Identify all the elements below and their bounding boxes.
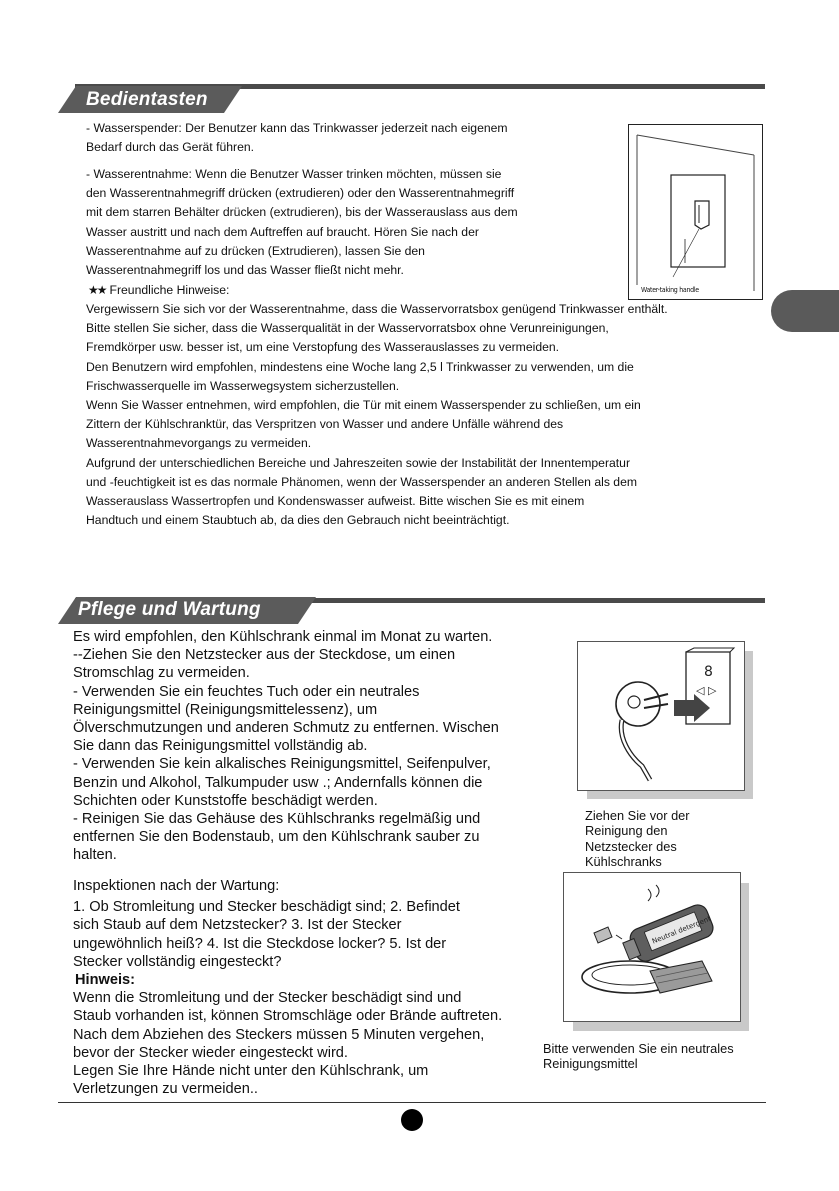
- water-dispenser-figure: [628, 124, 763, 300]
- text-line: Aufgrund der unterschiedlichen Bereiche und Jahreszeiten sowie der Instabilität der Innentemperatur: [86, 455, 631, 470]
- text-line: Wasserentnahmevorgangs zu vermeiden.: [86, 436, 312, 451]
- text-line: Staub vorhanden ist, können Stromschläge oder Brände auftreten.: [73, 1008, 503, 1025]
- text-line: Bitte stellen Sie sicher, dass die Wasserqualität in der Wasservorratsbox ohne Verunreinigungen,: [86, 321, 609, 336]
- unplug-figure: [577, 641, 745, 791]
- text-line: entfernen Sie den Bodenstaub, um den Kühlschrank sauber zu: [73, 829, 480, 846]
- text-line: Stecker vollständig eingesteckt?: [73, 953, 282, 970]
- svg-text:◁ ▷: ◁ ▷: [696, 684, 717, 697]
- caption-line: Kühlschranks: [585, 853, 662, 869]
- caption-line: Reinigungsmittel: [543, 1056, 638, 1072]
- svg-text:8: 8: [704, 664, 713, 680]
- text-line: 1. Ob Stromleitung und Stecker beschädigt sind; 2. Befindet: [73, 899, 460, 916]
- text-line: ungewöhnlich heiß? 4. Ist die Steckdose locker? 5. Ist der: [73, 935, 447, 952]
- figure-label: Water-taking handle: [641, 286, 699, 294]
- inspection-section: [73, 877, 502, 1098]
- text-line: mit dem starren Behälter drücken (extrudieren), bis der Wasserauslass aus dem: [86, 205, 518, 220]
- text-line: - Reinigen Sie das Gehäuse des Kühlschranks regelmäßig und: [73, 811, 481, 828]
- text-line: Verletzungen zu vermeiden..: [73, 1081, 258, 1098]
- text-line: Bedarf durch das Gerät führen.: [86, 140, 255, 155]
- section1-para1: [86, 119, 508, 157]
- text-line: Stromschlag zu vermeiden.: [73, 665, 250, 682]
- caption-line: Reinigung den: [585, 823, 668, 839]
- text-line: --Ziehen Sie den Netzstecker aus der Steckdose, um einen: [73, 647, 456, 664]
- hint-label: Freundliche Hinweise:: [109, 283, 230, 297]
- unplug-drawing: [578, 642, 744, 790]
- section2-main-text: [73, 628, 499, 865]
- section1-para2: [86, 165, 518, 280]
- text-line: Fremdkörper usw. besser ist, um eine Verstopfung des Wasserauslasses zu vermeiden.: [86, 340, 560, 355]
- text-line: Handtuch und einem Staubtuch ab, da dies den Gebrauch nicht beeinträchtigt.: [86, 513, 510, 528]
- text-line: Sie dann das Reinigungsmittel vollständig ab.: [73, 738, 368, 755]
- detergent-figure: [563, 872, 741, 1022]
- text-line: Wasserentnahme auf zu drücken (Extrudieren), lassen Sie den: [86, 243, 425, 258]
- page-number-dot: [401, 1109, 423, 1131]
- bottle-label: Neutral detergent: [650, 914, 713, 946]
- text-line: Zittern der Kühlschranktür, das Verspritzen von Wasser und andere Unfälle während des: [86, 417, 564, 432]
- text-line: Wasserentnahmegriff los und das Wasser fließt nicht mehr.: [86, 263, 404, 278]
- footer-divider: [58, 1102, 766, 1103]
- section2-title: Pflege und Wartung: [78, 599, 261, 620]
- text-line: - Wasserspender: Der Benutzer kann das Trinkwasser jederzeit nach eigenem: [86, 121, 508, 135]
- text-line: - Wasserentnahme: Wenn die Benutzer Wasser trinken möchten, müssen sie: [86, 167, 502, 181]
- text-line: und -feuchtigkeit ist es das normale Phänomen, wenn der Wasserspender an anderen Stellen als dem: [86, 474, 638, 489]
- text-line: Den Benutzern wird empfohlen, mindestens eine Woche lang 2,5 l Trinkwasser zu verwenden, um die: [86, 359, 634, 374]
- hints-list: [86, 300, 668, 530]
- text-line: Wenn die Stromleitung und der Stecker beschädigt sind und: [73, 990, 462, 1007]
- text-line: Wasserauslass Wassertropfen und Kondenswasser aufweist. Bitte wischen Sie es mit einem: [86, 494, 585, 509]
- caption-line: Ziehen Sie vor der: [585, 808, 690, 823]
- caption-line: Netzstecker des: [585, 838, 677, 854]
- text-line: Es wird empfohlen, den Kühlschrank einmal im Monat zu warten.: [73, 629, 493, 645]
- detergent-drawing: [564, 873, 740, 1021]
- water-dispenser-drawing: [629, 125, 762, 299]
- side-chapter-tab: [771, 290, 839, 332]
- unplug-caption: [585, 808, 690, 869]
- text-line: - Verwenden Sie kein alkalisches Reinigungsmittel, Seifenpulver,: [73, 756, 491, 773]
- text-line: Ölverschmutzungen und anderen Schmutz zu entfernen. Wischen: [73, 720, 499, 737]
- text-line: Frischwasserquelle im Wasserwegsystem sicherzustellen.: [86, 378, 400, 393]
- inspection-title: Inspektionen nach der Wartung:: [73, 878, 280, 894]
- text-line: Vergewissern Sie sich vor der Wasserentnahme, dass die Wasservorratsbox genügend Trinkwasser enthält.: [86, 302, 668, 316]
- text-line: Benzin und Alkohol, Talkumpuder usw .; Andernfalls können die: [73, 774, 483, 791]
- text-line: Nach dem Abziehen des Steckers müssen 5 Minuten vergehen,: [73, 1026, 485, 1043]
- text-line: Wasser austritt und nach dem Auftreffen auf braucht. Hören Sie nach der: [86, 224, 479, 239]
- text-line: den Wasserentnahmegriff drücken (extrudieren) oder den Wasserentnahmegriff: [86, 186, 515, 201]
- text-line: Schichten oder Kunststoffe beschädigt werden.: [73, 792, 378, 809]
- detergent-caption: [543, 1041, 734, 1072]
- text-line: halten.: [73, 847, 117, 864]
- star-icon: ★★: [88, 283, 106, 297]
- section1-title: Bedientasten: [86, 89, 208, 110]
- text-line: Reinigungsmittel (Reinigungsmittelessenz), um: [73, 701, 378, 718]
- text-line: - Verwenden Sie ein feuchtes Tuch oder ein neutrales: [73, 683, 420, 700]
- text-line: sich Staub auf dem Netzstecker? 3. Ist der Stecker: [73, 917, 402, 934]
- text-line: Wenn Sie Wasser entnehmen, wird empfohlen, die Tür mit einem Wasserspender zu schließen, um ein: [86, 398, 641, 413]
- note-title: Hinweis:: [75, 972, 136, 989]
- text-line: Legen Sie Ihre Hände nicht unter den Kühlschrank, um: [73, 1063, 429, 1080]
- hint-heading: [88, 281, 229, 300]
- text-line: bevor der Stecker wieder eingesteckt wird.: [73, 1044, 348, 1061]
- caption-line: Bitte verwenden Sie ein neutrales: [543, 1041, 734, 1056]
